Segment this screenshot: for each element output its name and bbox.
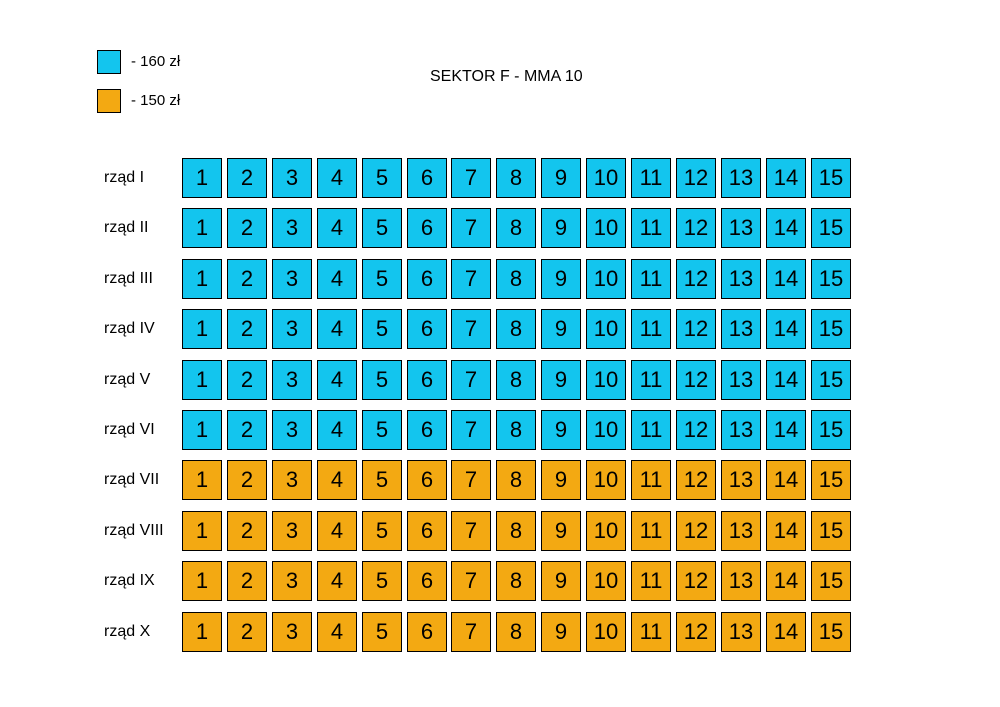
seat[interactable]: 8 (496, 158, 536, 198)
seat[interactable]: 5 (362, 410, 402, 450)
seat[interactable]: 12 (676, 511, 716, 551)
row-label: rząd VII (104, 471, 160, 488)
seat[interactable]: 14 (766, 259, 806, 299)
seat[interactable]: 9 (541, 158, 581, 198)
seat[interactable]: 5 (362, 309, 402, 349)
seat[interactable]: 13 (721, 561, 761, 601)
seat[interactable]: 1 (182, 259, 222, 299)
seat[interactable]: 1 (182, 561, 222, 601)
seat[interactable]: 3 (272, 612, 312, 652)
seat[interactable]: 14 (766, 360, 806, 400)
seat[interactable]: 14 (766, 410, 806, 450)
seat[interactable]: 8 (496, 460, 536, 500)
seat[interactable]: 6 (407, 259, 447, 299)
seat[interactable]: 8 (496, 612, 536, 652)
seat[interactable]: 15 (811, 561, 851, 601)
row-label: rząd IV (104, 320, 155, 337)
seat[interactable]: 6 (407, 360, 447, 400)
seat[interactable]: 7 (451, 460, 491, 500)
seat[interactable]: 6 (407, 309, 447, 349)
seat[interactable]: 8 (496, 561, 536, 601)
seat[interactable]: 5 (362, 259, 402, 299)
seat[interactable]: 11 (631, 561, 671, 601)
seat[interactable]: 8 (496, 259, 536, 299)
seat[interactable]: 4 (317, 612, 357, 652)
seat[interactable]: 2 (227, 158, 267, 198)
seat[interactable]: 11 (631, 158, 671, 198)
seat[interactable]: 2 (227, 208, 267, 248)
row-label: rząd VIII (104, 522, 164, 539)
seat[interactable]: 4 (317, 561, 357, 601)
seat[interactable]: 8 (496, 208, 536, 248)
seat[interactable]: 2 (227, 259, 267, 299)
seat[interactable]: 13 (721, 460, 761, 500)
seat[interactable]: 6 (407, 460, 447, 500)
seat[interactable]: 5 (362, 511, 402, 551)
seat[interactable]: 9 (541, 410, 581, 450)
seat[interactable]: 9 (541, 259, 581, 299)
seat[interactable]: 3 (272, 259, 312, 299)
seat[interactable]: 4 (317, 460, 357, 500)
seat[interactable]: 13 (721, 259, 761, 299)
seat[interactable]: 8 (496, 309, 536, 349)
seat[interactable]: 14 (766, 561, 806, 601)
seat[interactable]: 12 (676, 309, 716, 349)
seat[interactable]: 2 (227, 561, 267, 601)
seat[interactable]: 4 (317, 259, 357, 299)
row-label: rząd VI (104, 421, 155, 438)
seat[interactable]: 13 (721, 612, 761, 652)
seat[interactable]: 4 (317, 410, 357, 450)
seat[interactable]: 5 (362, 360, 402, 400)
seat[interactable]: 11 (631, 460, 671, 500)
seat[interactable]: 7 (451, 309, 491, 349)
seat[interactable]: 11 (631, 208, 671, 248)
seat[interactable]: 5 (362, 561, 402, 601)
seat[interactable]: 14 (766, 208, 806, 248)
seat[interactable]: 9 (541, 360, 581, 400)
seat[interactable]: 4 (317, 511, 357, 551)
seat[interactable]: 10 (586, 208, 626, 248)
seat[interactable]: 15 (811, 259, 851, 299)
seat[interactable]: 15 (811, 410, 851, 450)
seat[interactable]: 7 (451, 360, 491, 400)
seat[interactable]: 12 (676, 612, 716, 652)
seat[interactable]: 7 (451, 561, 491, 601)
legend-label-160: - 160 zł (131, 53, 181, 70)
seat[interactable]: 9 (541, 511, 581, 551)
seat[interactable]: 11 (631, 309, 671, 349)
seat[interactable]: 6 (407, 410, 447, 450)
row-label: rząd II (104, 219, 149, 236)
seat[interactable]: 13 (721, 208, 761, 248)
seat[interactable]: 15 (811, 158, 851, 198)
seat[interactable]: 11 (631, 360, 671, 400)
seat[interactable]: 15 (811, 511, 851, 551)
seat[interactable]: 10 (586, 158, 626, 198)
seat[interactable]: 9 (541, 309, 581, 349)
seat[interactable]: 5 (362, 158, 402, 198)
seat[interactable]: 15 (811, 612, 851, 652)
seat[interactable]: 11 (631, 410, 671, 450)
seat[interactable]: 14 (766, 309, 806, 349)
sector-title: SEKTOR F - MMA 10 (430, 68, 583, 85)
seat[interactable]: 1 (182, 612, 222, 652)
seat[interactable]: 6 (407, 561, 447, 601)
seat[interactable]: 1 (182, 309, 222, 349)
seat[interactable]: 3 (272, 158, 312, 198)
seat[interactable]: 5 (362, 460, 402, 500)
seat[interactable]: 2 (227, 309, 267, 349)
seat[interactable]: 3 (272, 208, 312, 248)
seat[interactable]: 10 (586, 259, 626, 299)
seat[interactable]: 6 (407, 511, 447, 551)
seat[interactable]: 11 (631, 259, 671, 299)
seat[interactable]: 4 (317, 208, 357, 248)
seat[interactable]: 6 (407, 208, 447, 248)
seat[interactable]: 7 (451, 511, 491, 551)
legend-swatch-160 (97, 50, 121, 74)
seat[interactable]: 3 (272, 410, 312, 450)
seat[interactable]: 4 (317, 158, 357, 198)
seat[interactable]: 11 (631, 612, 671, 652)
seat[interactable]: 9 (541, 208, 581, 248)
seat[interactable]: 3 (272, 460, 312, 500)
legend-label-150: - 150 zł (131, 92, 181, 109)
seat[interactable]: 10 (586, 612, 626, 652)
row-label: rząd V (104, 371, 151, 388)
seat[interactable]: 7 (451, 612, 491, 652)
seat[interactable]: 7 (451, 208, 491, 248)
seat[interactable]: 8 (496, 511, 536, 551)
seat[interactable]: 7 (451, 410, 491, 450)
seat[interactable]: 5 (362, 208, 402, 248)
seat[interactable]: 3 (272, 511, 312, 551)
row-label: rząd X (104, 623, 151, 640)
seat[interactable]: 14 (766, 460, 806, 500)
seat[interactable]: 10 (586, 410, 626, 450)
seat[interactable]: 12 (676, 410, 716, 450)
seat[interactable]: 4 (317, 360, 357, 400)
seat[interactable]: 7 (451, 158, 491, 198)
seat[interactable]: 11 (631, 511, 671, 551)
seat[interactable]: 15 (811, 309, 851, 349)
seat[interactable]: 8 (496, 410, 536, 450)
seat[interactable]: 14 (766, 158, 806, 198)
row-label: rząd I (104, 169, 145, 186)
seat[interactable]: 2 (227, 511, 267, 551)
seat[interactable]: 13 (721, 309, 761, 349)
seat[interactable]: 9 (541, 561, 581, 601)
seat[interactable]: 9 (541, 612, 581, 652)
seat[interactable]: 5 (362, 612, 402, 652)
seat[interactable]: 3 (272, 360, 312, 400)
seat[interactable]: 10 (586, 360, 626, 400)
seat[interactable]: 14 (766, 612, 806, 652)
row-label: rząd III (104, 270, 153, 287)
seat[interactable]: 1 (182, 511, 222, 551)
seat[interactable]: 3 (272, 561, 312, 601)
seat[interactable]: 7 (451, 259, 491, 299)
seat[interactable]: 8 (496, 360, 536, 400)
seat[interactable]: 13 (721, 158, 761, 198)
seat[interactable]: 10 (586, 561, 626, 601)
row-label: rząd IX (104, 572, 155, 589)
seat[interactable]: 15 (811, 360, 851, 400)
seat[interactable]: 13 (721, 360, 761, 400)
seat[interactable]: 12 (676, 158, 716, 198)
seat[interactable]: 1 (182, 460, 222, 500)
seat[interactable]: 1 (182, 158, 222, 198)
seat[interactable]: 14 (766, 511, 806, 551)
seat[interactable]: 6 (407, 612, 447, 652)
seat[interactable]: 1 (182, 360, 222, 400)
seat[interactable]: 3 (272, 309, 312, 349)
seat[interactable]: 12 (676, 561, 716, 601)
seat[interactable]: 2 (227, 612, 267, 652)
seat[interactable]: 1 (182, 410, 222, 450)
seat[interactable]: 4 (317, 309, 357, 349)
seat[interactable]: 9 (541, 460, 581, 500)
seat[interactable]: 1 (182, 208, 222, 248)
seat[interactable]: 12 (676, 460, 716, 500)
seat[interactable]: 12 (676, 360, 716, 400)
seat[interactable]: 12 (676, 259, 716, 299)
seat[interactable]: 10 (586, 460, 626, 500)
seat[interactable]: 15 (811, 208, 851, 248)
seat[interactable]: 2 (227, 410, 267, 450)
seat[interactable]: 2 (227, 360, 267, 400)
seat[interactable]: 6 (407, 158, 447, 198)
seat[interactable]: 13 (721, 410, 761, 450)
seat[interactable]: 10 (586, 511, 626, 551)
seat[interactable]: 10 (586, 309, 626, 349)
seat[interactable]: 12 (676, 208, 716, 248)
legend-swatch-150 (97, 89, 121, 113)
seat[interactable]: 13 (721, 511, 761, 551)
seat[interactable]: 15 (811, 460, 851, 500)
seat[interactable]: 2 (227, 460, 267, 500)
